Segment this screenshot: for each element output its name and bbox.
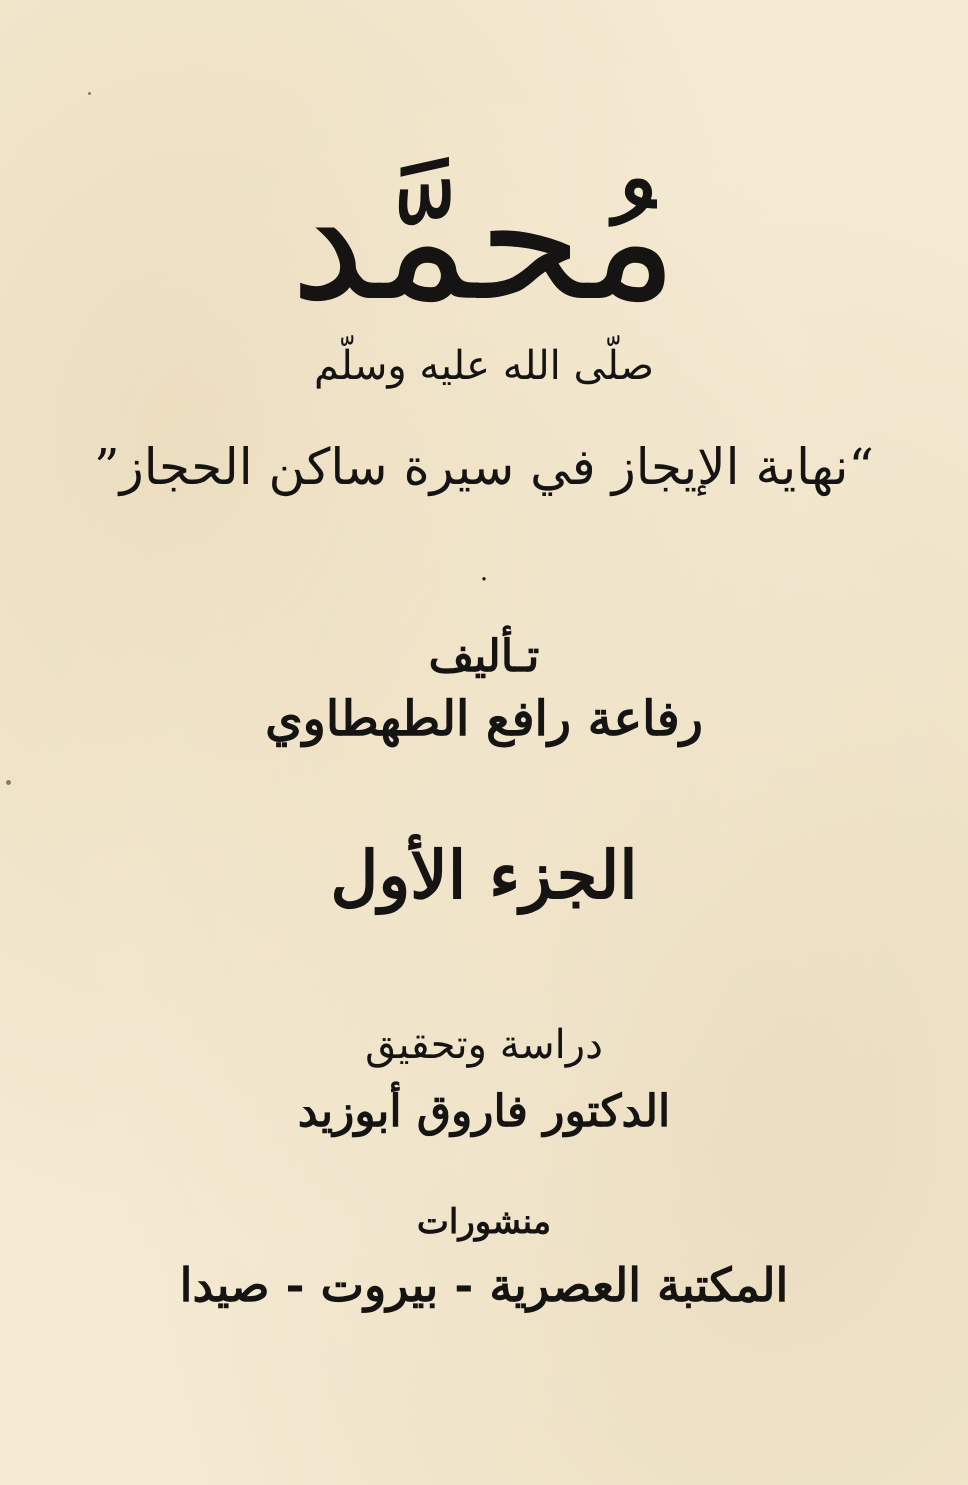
authorship-label: تـأليف <box>428 631 540 682</box>
paper-speck <box>6 780 11 785</box>
study-edit-label: دراسة وتحقيق <box>365 1022 603 1068</box>
separator-dot: · <box>479 565 489 595</box>
title-blessing: صلّى الله عليه وسلّم <box>314 343 654 389</box>
book-subtitle: “نهاية الإيجاز في سيرة ساكن الحجاز” <box>94 438 874 496</box>
paper-speck <box>88 92 91 95</box>
publisher-line: المكتبة العصرية - بيروت - صيدا <box>179 1258 789 1312</box>
author-name: رفاعة رافع الطهطاوي <box>265 691 703 747</box>
publications-label: منشورات <box>416 1202 552 1242</box>
book-main-title: مُحمَّد <box>289 141 679 339</box>
volume-label: الجزء الأول <box>330 836 638 914</box>
editor-name: الدكتور فاروق أبوزيد <box>297 1086 671 1137</box>
